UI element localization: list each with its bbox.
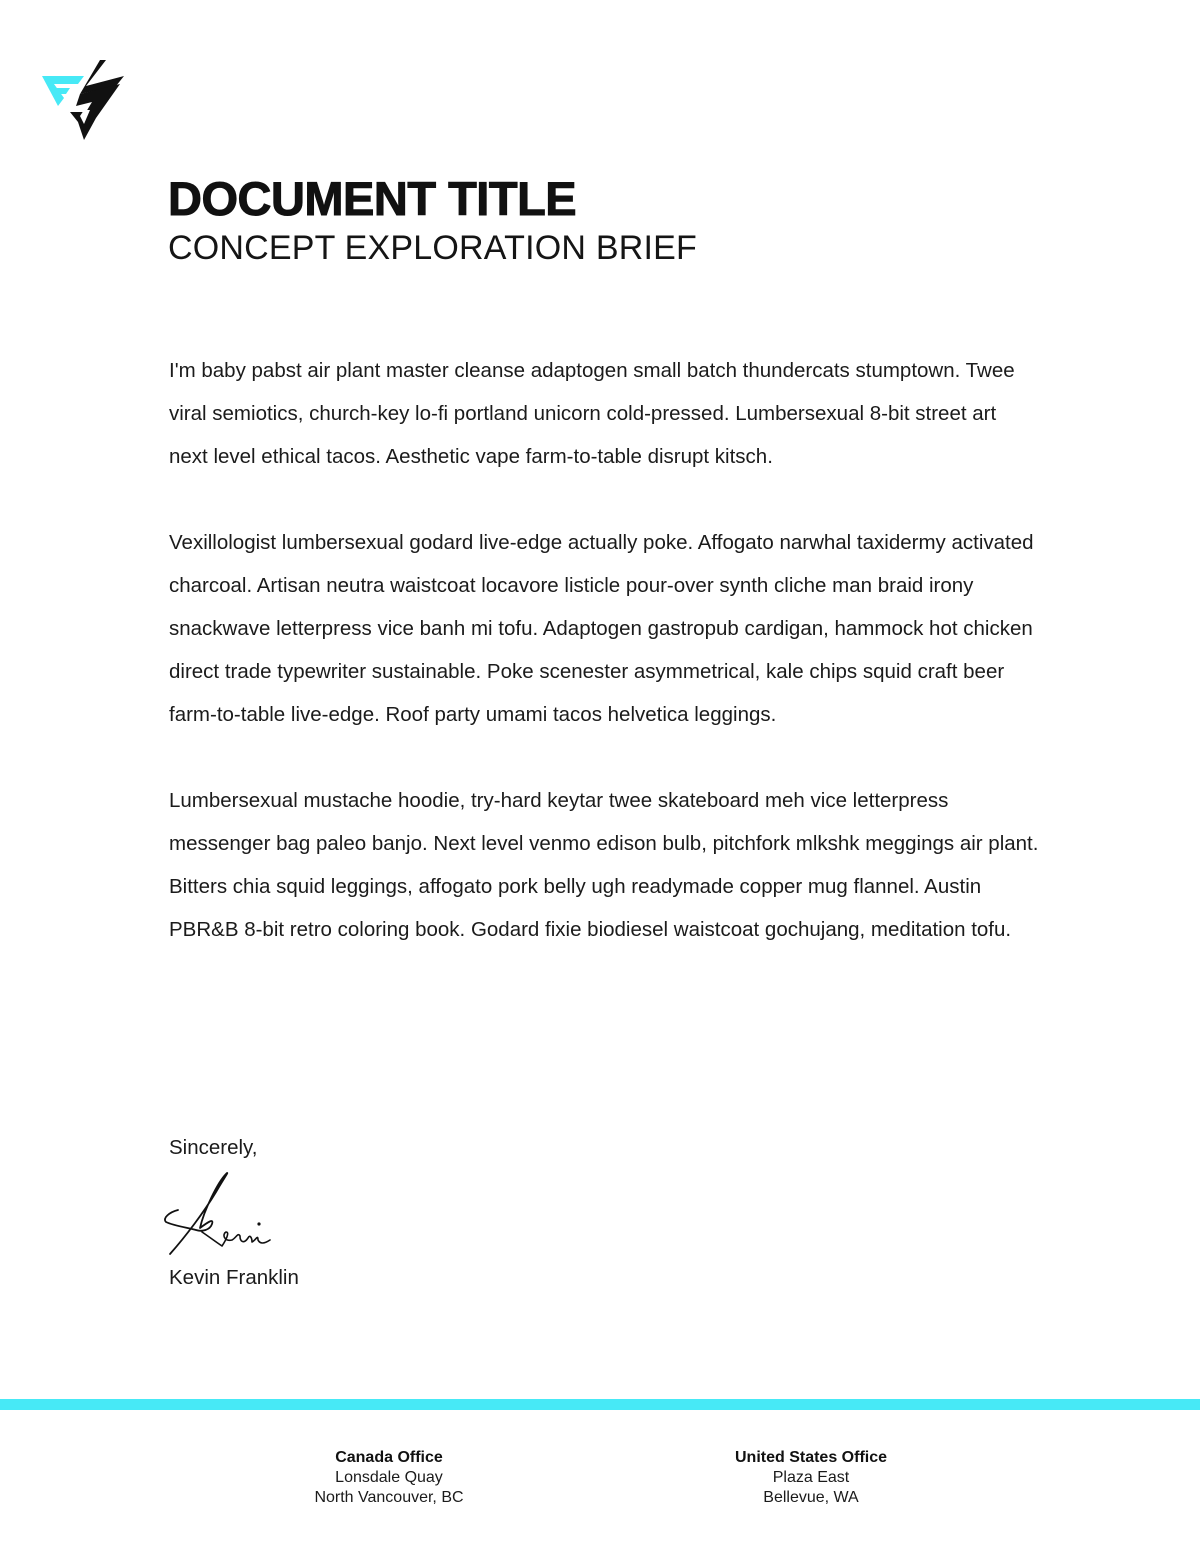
office-address-line: Bellevue, WA [763,1489,859,1506]
office-canada [239,1448,539,1508]
footer-accent-bar [0,1399,1200,1410]
body-paragraph: Lumbersexual mustache hoodie, try-hard keytar twee skateboard meh vice letterpress messenger bag paleo banjo. Next level venmo edison bulb, pitchfork mlkshk meggings air plant. Bitters chia squid leggings, affogato pork belly ugh readymade copper mug flannel. Austin PBR&B 8-bit retro coloring book. Godard fixie biodiesel waistcoat gochujang, meditation tofu. [169,789,1039,941]
handwritten-signature [160,1166,280,1260]
document-title: DOCUMENT TITLE [168,172,577,225]
title-block [168,172,697,268]
letter-body [169,349,1039,994]
document-subtitle: CONCEPT EXPLORATION BRIEF [168,229,697,267]
office-name: Canada Office [335,1449,443,1466]
office-address-line: North Vancouver, BC [314,1489,464,1506]
brand-logo-icon [40,58,126,142]
body-paragraph: I'm baby pabst air plant master cleanse adaptogen small batch thundercats stumptown. Twee viral semiotics, church-key lo-fi portland unicorn cold-pressed. Lumbersexual 8-bit street art next level ethical tacos. Aesthetic vape farm-to-table disrupt kitsch. [169,359,1015,468]
office-name: United States Office [734,1449,888,1466]
office-address-line: Plaza East [772,1469,850,1486]
office-united-states [661,1448,961,1508]
closing-salutation: Sincerely, [169,1136,258,1159]
office-address-line: Lonsdale Quay [335,1469,443,1486]
body-paragraph: Vexillologist lumbersexual godard live-edge actually poke. Affogato narwhal taxidermy activated charcoal. Artisan neutra waistcoat locavore listicle pour-over synth cliche man braid irony snackwave letterpress vice banh mi tofu. Adaptogen gastropub cardigan, hammock hot chicken direct trade typewriter sustainable. Poke scenester asymmetrical, kale chips squid craft beer farm-to-table live-edge. Roof party umami tacos helvetica leggings. [169,531,1034,726]
signer-name: Kevin Franklin [169,1266,299,1289]
